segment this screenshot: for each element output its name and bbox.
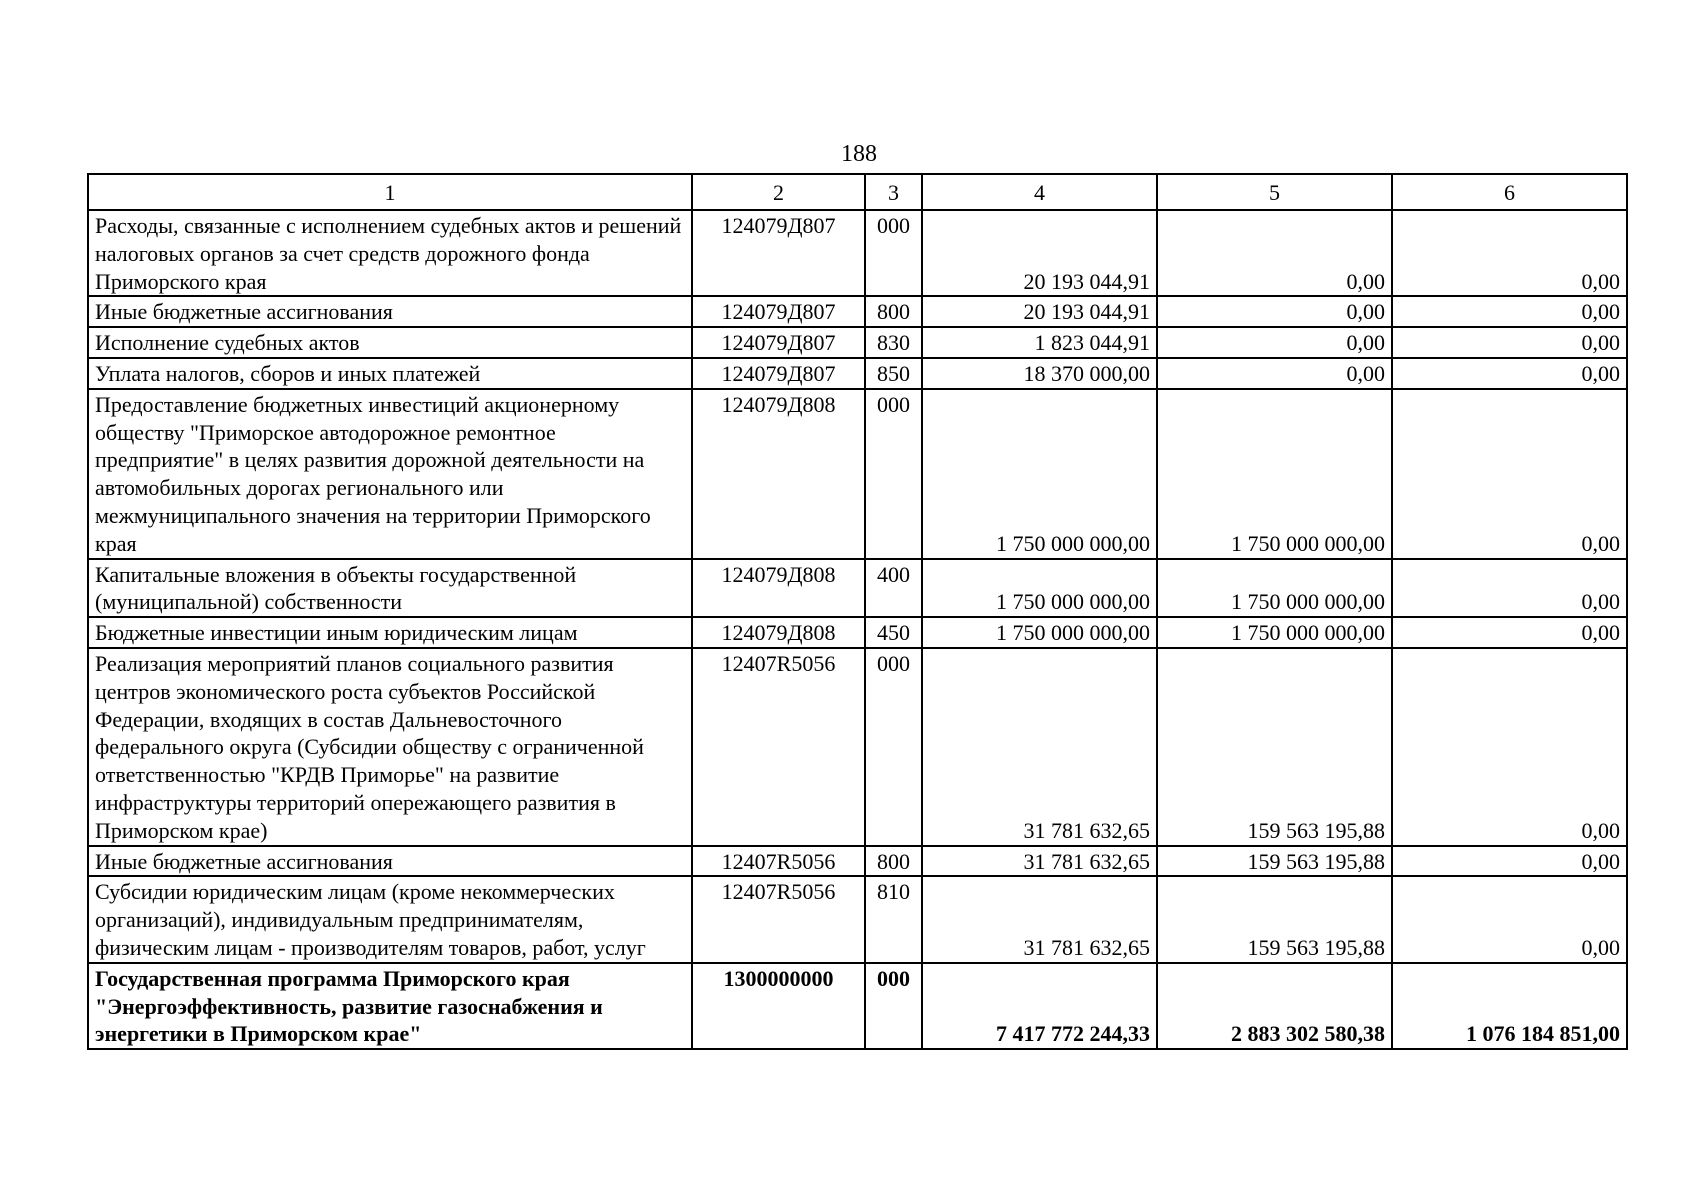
row-amount-col4: 7 417 772 244,33	[922, 963, 1157, 1049]
row-description: Исполнение судебных актов	[88, 327, 692, 358]
row-target-code: 124079Д808	[692, 617, 865, 648]
row-amount-col6: 0,00	[1392, 358, 1627, 389]
table-row	[88, 963, 1627, 1049]
row-expense-type: 850	[865, 358, 922, 389]
row-amount-col4: 20 193 044,91	[922, 210, 1157, 296]
row-target-code: 124079Д808	[692, 389, 865, 559]
row-amount-col5: 0,00	[1157, 296, 1392, 327]
row-amount-col6: 0,00	[1392, 648, 1627, 846]
row-target-code: 124079Д808	[692, 559, 865, 618]
row-amount-col4: 31 781 632,65	[922, 846, 1157, 877]
row-description: Субсидии юридическим лицам (кроме некоммерческих организаций), индивидуальным предпринимателям, физическим лицам - производителям товаров, работ, услуг	[88, 876, 692, 962]
table-row	[88, 358, 1627, 389]
table-row	[88, 559, 1627, 618]
row-amount-col5: 1 750 000 000,00	[1157, 559, 1392, 618]
row-description: Предоставление бюджетных инвестиций акционерному обществу "Приморское автодорожное ремонтное предприятие" в целях развития дорожной деятельности на автомобильных дорогах регионального или межмуниципального значения на территории Приморского края	[88, 389, 692, 559]
row-amount-col6: 0,00	[1392, 327, 1627, 358]
row-expense-type: 830	[865, 327, 922, 358]
column-header-5: 5	[1157, 174, 1392, 210]
row-target-code: 12407R5056	[692, 648, 865, 846]
row-amount-col5: 2 883 302 580,38	[1157, 963, 1392, 1049]
row-target-code: 12407R5056	[692, 846, 865, 877]
row-amount-col5: 159 563 195,88	[1157, 876, 1392, 962]
row-amount-col4: 31 781 632,65	[922, 876, 1157, 962]
row-description: Иные бюджетные ассигнования	[88, 296, 692, 327]
row-expense-type: 000	[865, 389, 922, 559]
row-description: Капитальные вложения в объекты государственной (муниципальной) собственности	[88, 559, 692, 618]
row-amount-col6: 0,00	[1392, 389, 1627, 559]
row-amount-col6: 0,00	[1392, 876, 1627, 962]
row-description: Расходы, связанные с исполнением судебных актов и решений налоговых органов за счет средств дорожного фонда Приморского края	[88, 210, 692, 296]
row-target-code: 124079Д807	[692, 210, 865, 296]
row-target-code: 124079Д807	[692, 327, 865, 358]
row-target-code: 124079Д807	[692, 358, 865, 389]
table-row	[88, 617, 1627, 648]
table-row	[88, 846, 1627, 877]
row-amount-col5: 159 563 195,88	[1157, 846, 1392, 877]
budget-table-body	[88, 174, 1627, 1049]
row-description: Государственная программа Приморского края "Энергоэффективность, развитие газоснабжения и энергетики в Приморском крае"	[88, 963, 692, 1049]
row-amount-col5: 1 750 000 000,00	[1157, 389, 1392, 559]
row-target-code: 1300000000	[692, 963, 865, 1049]
table-row	[88, 210, 1627, 296]
budget-table	[87, 173, 1628, 1050]
column-header-1: 1	[88, 174, 692, 210]
row-description: Уплата налогов, сборов и иных платежей	[88, 358, 692, 389]
row-description: Бюджетные инвестиции иным юридическим лицам	[88, 617, 692, 648]
row-amount-col5: 0,00	[1157, 358, 1392, 389]
row-amount-col6: 0,00	[1392, 617, 1627, 648]
column-header-2: 2	[692, 174, 865, 210]
column-header-3: 3	[865, 174, 922, 210]
row-amount-col6: 0,00	[1392, 846, 1627, 877]
row-amount-col4: 1 750 000 000,00	[922, 617, 1157, 648]
row-expense-type: 810	[865, 876, 922, 962]
row-expense-type: 000	[865, 210, 922, 296]
row-description: Реализация мероприятий планов социального развития центров экономического роста субъектов Российской Федерации, входящих в состав Дальневосточного федерального округа (Субсидии обществу с ограниченной ответственностью "КРДВ Приморье" на развитие инфраструктуры территорий опережающего развития в Приморском крае)	[88, 648, 692, 846]
row-amount-col4: 18 370 000,00	[922, 358, 1157, 389]
table-row	[88, 296, 1627, 327]
row-amount-col5: 0,00	[1157, 210, 1392, 296]
row-amount-col5: 159 563 195,88	[1157, 648, 1392, 846]
row-amount-col6: 0,00	[1392, 559, 1627, 618]
row-amount-col6: 0,00	[1392, 210, 1627, 296]
column-header-6: 6	[1392, 174, 1627, 210]
row-amount-col5: 0,00	[1157, 327, 1392, 358]
row-target-code: 12407R5056	[692, 876, 865, 962]
table-row	[88, 327, 1627, 358]
row-expense-type: 000	[865, 648, 922, 846]
row-expense-type: 800	[865, 296, 922, 327]
row-amount-col4: 1 750 000 000,00	[922, 389, 1157, 559]
row-amount-col4: 20 193 044,91	[922, 296, 1157, 327]
row-expense-type: 800	[865, 846, 922, 877]
table-row	[88, 876, 1627, 962]
row-amount-col6: 0,00	[1392, 296, 1627, 327]
row-amount-col4: 1 750 000 000,00	[922, 559, 1157, 618]
page-number: 188	[841, 141, 877, 167]
row-expense-type: 000	[865, 963, 922, 1049]
row-amount-col5: 1 750 000 000,00	[1157, 617, 1392, 648]
row-description: Иные бюджетные ассигнования	[88, 846, 692, 877]
column-header-4: 4	[922, 174, 1157, 210]
row-amount-col4: 1 823 044,91	[922, 327, 1157, 358]
table-row	[88, 648, 1627, 846]
row-expense-type: 450	[865, 617, 922, 648]
table-row	[88, 389, 1627, 559]
row-amount-col6: 1 076 184 851,00	[1392, 963, 1627, 1049]
row-amount-col4: 31 781 632,65	[922, 648, 1157, 846]
row-expense-type: 400	[865, 559, 922, 618]
column-number-header-row	[88, 174, 1627, 210]
row-target-code: 124079Д807	[692, 296, 865, 327]
